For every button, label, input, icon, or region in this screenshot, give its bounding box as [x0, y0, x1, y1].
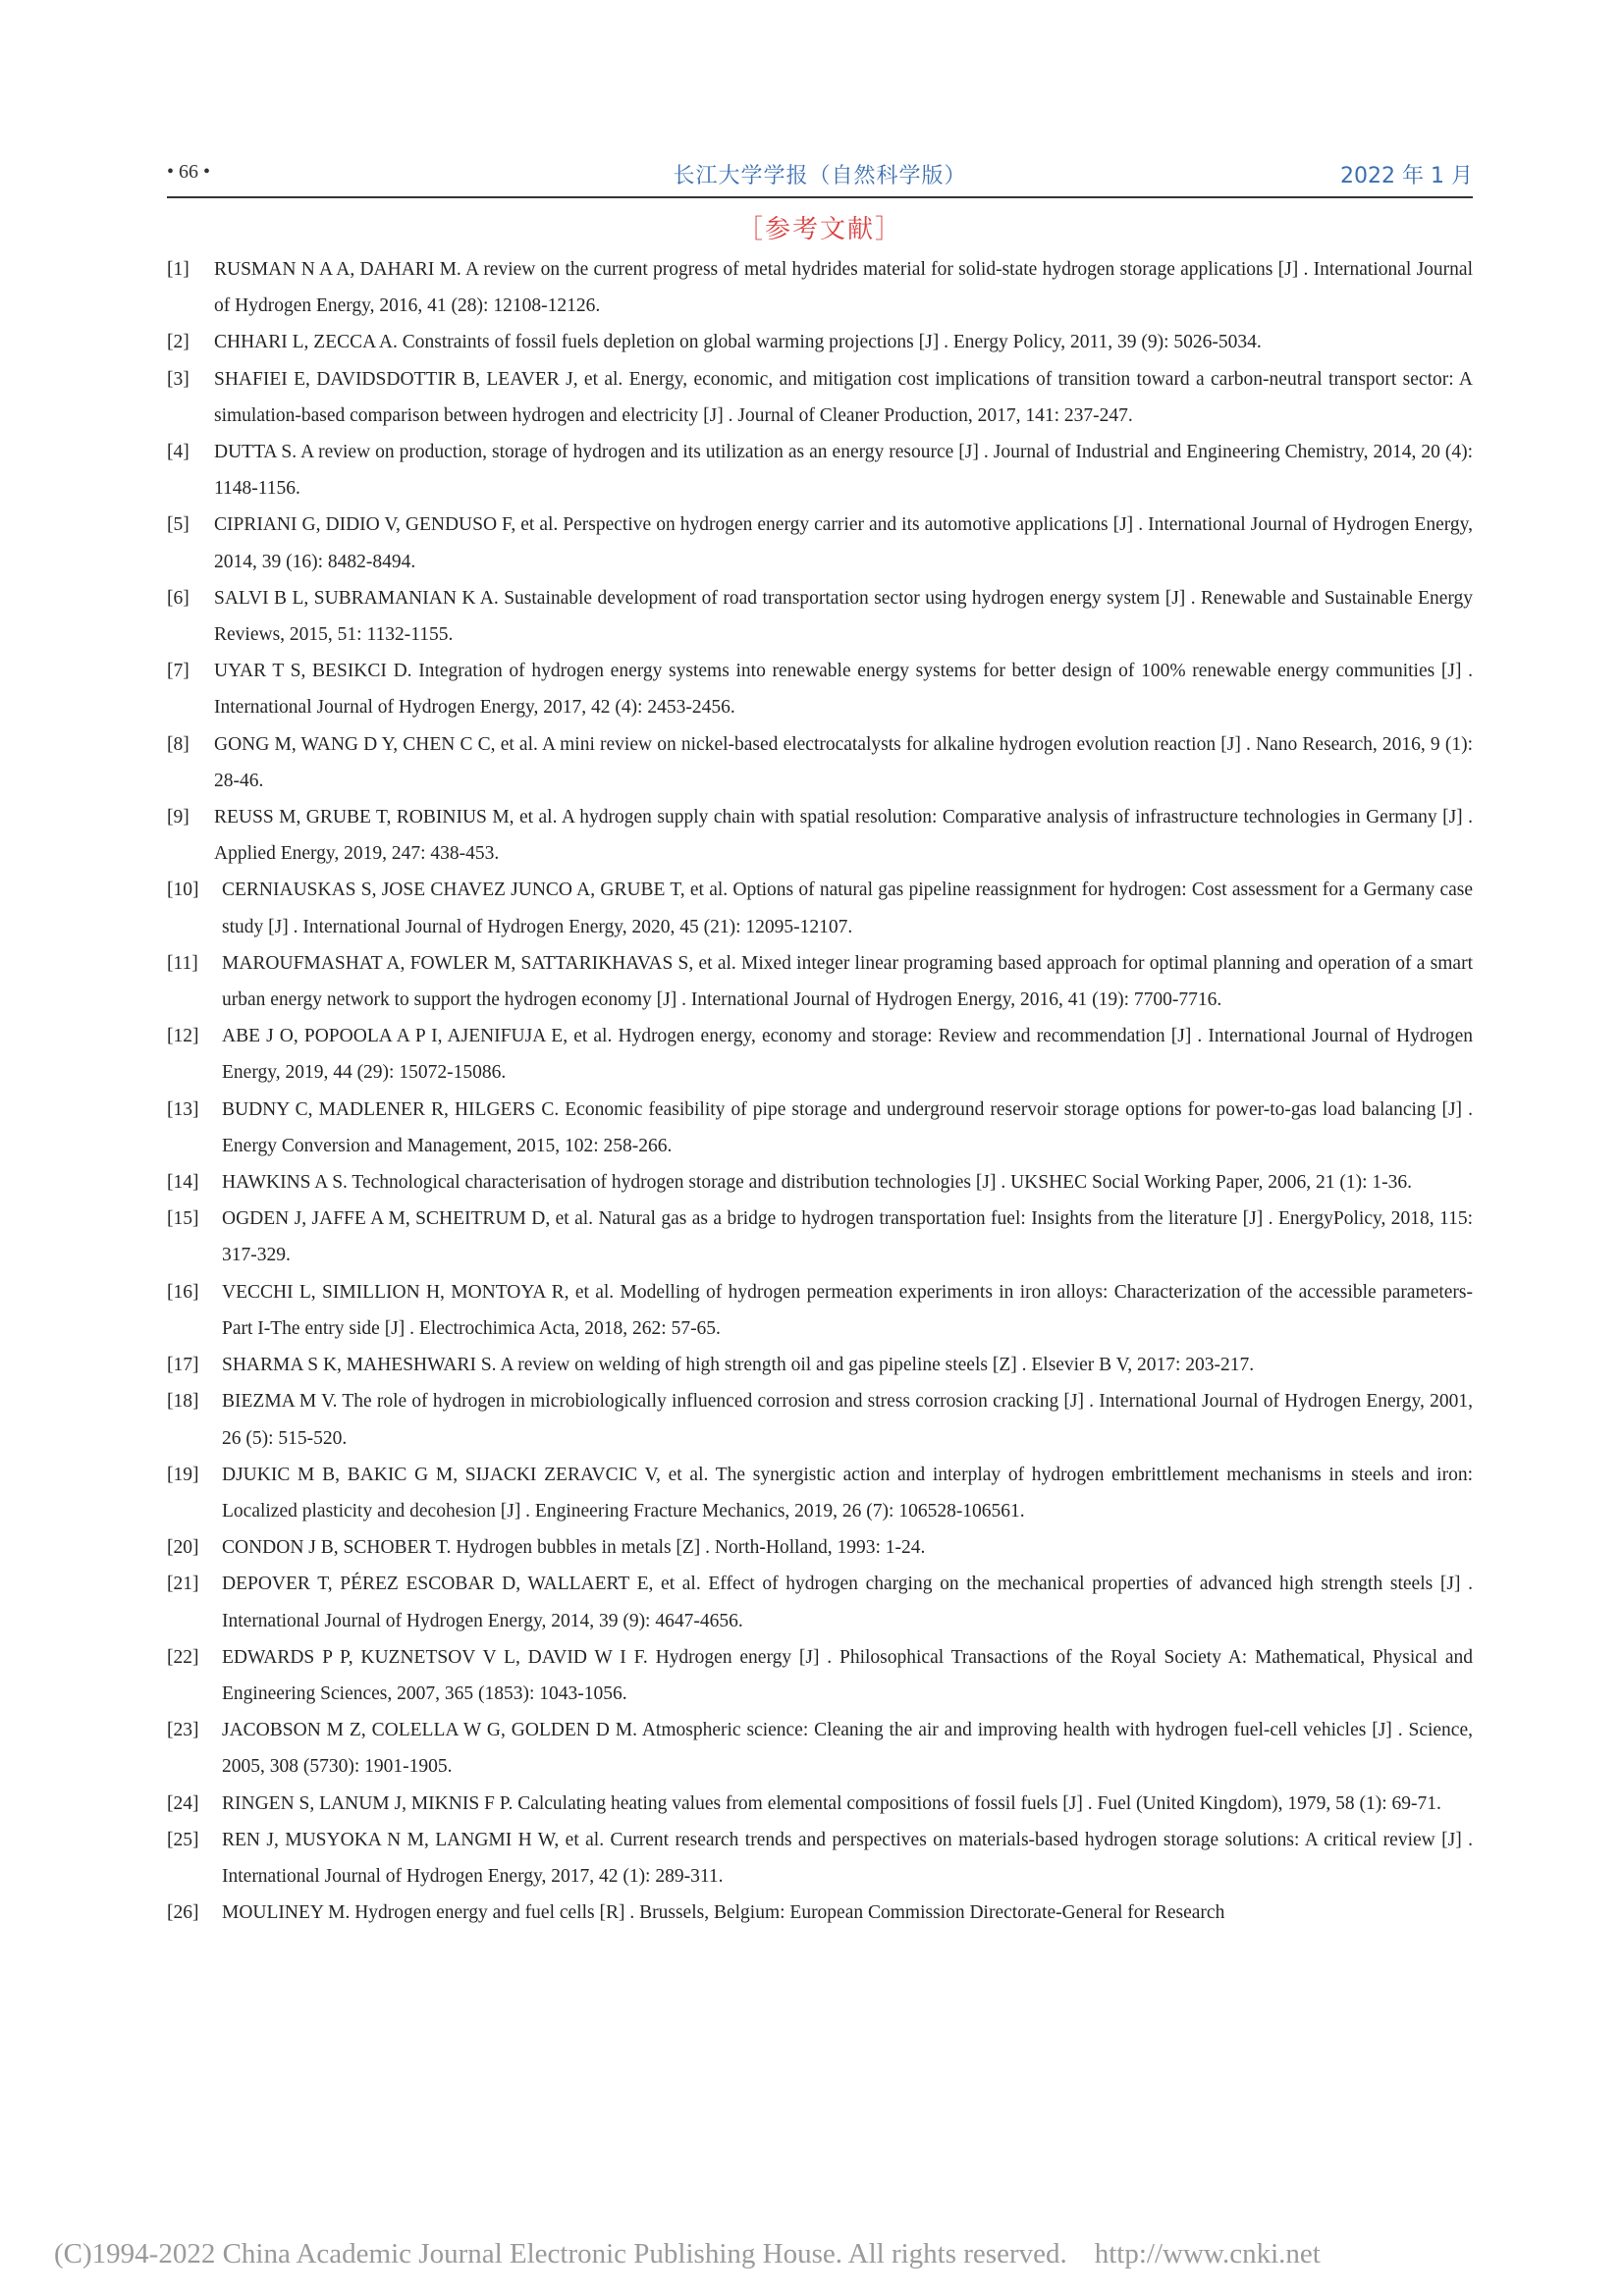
reference-text: REUSS M, GRUBE T, ROBINIUS M, et al. A hydrogen supply chain with spatial resolution: Comparative analysis of infrastructure technologies in Germany [J] . Applied Energy, 2019, 247: 438-453.	[214, 807, 1473, 865]
reference-number: [9]	[167, 807, 189, 828]
reference-item	[167, 361, 1473, 434]
references-heading: ［参考文献］	[736, 215, 902, 244]
reference-number: [17]	[167, 1355, 199, 1376]
reference-item	[167, 1164, 1473, 1201]
journal-title: 长江大学学报（自然科学版）	[673, 164, 967, 188]
reference-text: ABE J O, POPOOLA A P I, AJENIFUJA E, et al. Hydrogen energy, economy and storage: Review and recommendation [J] . International Journal of Hydrogen Energy, 2019, 44 (29): 15072-15086.	[222, 1026, 1473, 1084]
reference-text: OGDEN J, JAFFE A M, SCHEITRUM D, et al. Natural gas as a bridge to hydrogen transportation fuel: Insights from the literature [J] . EnergyPolicy, 2018, 115: 317-329.	[222, 1208, 1473, 1266]
reference-item	[167, 1822, 1473, 1895]
reference-item	[167, 1201, 1473, 1273]
reference-item	[167, 1092, 1473, 1164]
reference-text: MAROUFMASHAT A, FOWLER M, SATTARIKHAVAS S, et al. Mixed integer linear programing based approach for optimal planning and operation of a smart urban energy network to support the hydrogen economy [J] . International Journal of Hydrogen Energy, 2016, 41 (19): 7700-7716.	[222, 952, 1473, 1011]
reference-text: CHHARI L, ZECCA A. Constraints of fossil fuels depletion on global warming projections [J] . Energy Policy, 2011, 39 (9): 5026-5034.	[214, 332, 1262, 353]
reference-item	[167, 1274, 1473, 1347]
issue-date: 2022 年 1 月	[1340, 164, 1473, 188]
running-header	[167, 157, 1473, 198]
reference-number: [8]	[167, 733, 189, 755]
reference-number: [4]	[167, 442, 189, 463]
copyright-watermark	[54, 2238, 1321, 2270]
reference-item	[167, 1566, 1473, 1638]
reference-text: SHARMA S K, MAHESHWARI S. A review on welding of high strength oil and gas pipeline steels [Z] . Elsevier B V, 2017: 203-217.	[222, 1355, 1255, 1376]
reference-item	[167, 251, 1473, 324]
reference-text: RUSMAN N A A, DAHARI M. A review on the current progress of metal hydrides material for solid-state hydrogen storage applications [J] . International Journal of Hydrogen Energy, 2016, 41 (28): 12108-12126.	[214, 259, 1473, 317]
reference-text: SHAFIEI E, DAVIDSDOTTIR B, LEAVER J, et al. Energy, economic, and mitigation cost implications of transition toward a carbon-neutral transport sector: A simulation-based comparison between hydrogen and electricity [J] . Journal of Cleaner Production, 2017, 141: 237-247.	[214, 368, 1473, 426]
reference-text: EDWARDS P P, KUZNETSOV V L, DAVID W I F. Hydrogen energy [J] . Philosophical Transactions of the Royal Society A: Mathematical, Physical and Engineering Sciences, 2007, 365 (1853): 1043-1056.	[222, 1646, 1473, 1704]
reference-text: DUTTA S. A review on production, storage of hydrogen and its utilization as an energy resource [J] . Journal of Industrial and Engineering Chemistry, 2014, 20 (4): 1148-1156.	[214, 442, 1473, 500]
reference-number: [18]	[167, 1391, 199, 1413]
reference-text: CIPRIANI G, DIDIO V, GENDUSO F, et al. Perspective on hydrogen energy carrier and its automotive applications [J] . International Journal of Hydrogen Energy, 2014, 39 (16): 8482-8494.	[214, 514, 1473, 572]
page-number: • 66 •	[167, 161, 211, 183]
reference-number: [22]	[167, 1646, 199, 1668]
reference-item	[167, 945, 1473, 1018]
reference-number: [11]	[167, 952, 198, 974]
reference-text: VECCHI L, SIMILLION H, MONTOYA R, et al. Modelling of hydrogen permeation experiments in iron alloys: Characterization of the accessible parameters-Part I-The entry side [J] . Electrochimica Acta, 2018, 262: 57-65.	[222, 1281, 1473, 1339]
reference-item	[167, 507, 1473, 579]
reference-number: [1]	[167, 259, 189, 280]
reference-number: [3]	[167, 368, 189, 390]
reference-item	[167, 1457, 1473, 1529]
reference-item	[167, 1383, 1473, 1456]
reference-text: DEPOVER T, PÉREZ ESCOBAR D, WALLAERT E, et al. Effect of hydrogen charging on the mechanical properties of advanced high strength steels [J] . International Journal of Hydrogen Energy, 2014, 39 (9): 4647-4656.	[222, 1574, 1473, 1631]
reference-text: BIEZMA M V. The role of hydrogen in microbiologically influenced corrosion and stress corrosion cracking [J] . International Journal of Hydrogen Energy, 2001, 26 (5): 515-520.	[222, 1391, 1473, 1449]
reference-item	[167, 726, 1473, 799]
reference-number: [15]	[167, 1208, 199, 1230]
reference-text: GONG M, WANG D Y, CHEN C C, et al. A mini review on nickel-based electrocatalysts for alkaline hydrogen evolution reaction [J] . Nano Research, 2016, 9 (1): 28-46.	[214, 733, 1473, 791]
reference-item	[167, 1018, 1473, 1091]
copyright-text: (C)1994-2022 China Academic Journal Electronic Publishing House. All rights reserved.	[54, 2238, 1067, 2269]
reference-list	[167, 251, 1473, 1931]
reference-text: CERNIAUSKAS S, JOSE CHAVEZ JUNCO A, GRUBE T, et al. Options of natural gas pipeline reassignment for hydrogen: Cost assessment for a Germany case study [J] . International Journal of Hydrogen Energy, 2020, 45 (21): 12095-12107.	[222, 880, 1473, 937]
reference-item	[167, 872, 1473, 944]
reference-text: MOULINEY M. Hydrogen energy and fuel cells [R] . Brussels, Belgium: European Commission Directorate-General for Research	[222, 1902, 1225, 1924]
reference-number: [13]	[167, 1098, 199, 1120]
reference-text: RINGEN S, LANUM J, MIKNIS F P. Calculating heating values from elemental compositions of fossil fuels [J] . Fuel (United Kingdom), 1979, 58 (1): 69-71.	[222, 1792, 1441, 1814]
reference-number: [10]	[167, 880, 199, 901]
reference-item	[167, 1529, 1473, 1566]
reference-item	[167, 653, 1473, 725]
reference-number: [24]	[167, 1792, 199, 1814]
reference-text: HAWKINS A S. Technological characterisation of hydrogen storage and distribution technologies [J] . UKSHEC Social Working Paper, 2006, 21 (1): 1-36.	[222, 1172, 1412, 1194]
reference-text: CONDON J B, SCHOBER T. Hydrogen bubbles in metals [Z] . North-Holland, 1993: 1-24.	[222, 1537, 926, 1559]
reference-number: [7]	[167, 661, 189, 682]
reference-number: [5]	[167, 514, 189, 536]
cnki-url: http://www.cnki.net	[1094, 2238, 1321, 2269]
reference-item	[167, 324, 1473, 360]
reference-number: [20]	[167, 1537, 199, 1559]
reference-text: BUDNY C, MADLENER R, HILGERS C. Economic feasibility of pipe storage and underground reservoir storage options for power-to-gas load balancing [J] . Energy Conversion and Management, 2015, 102: 258-266.	[222, 1098, 1473, 1156]
reference-number: [26]	[167, 1902, 199, 1924]
reference-text: REN J, MUSYOKA N M, LANGMI H W, et al. Current research trends and perspectives on materials-based hydrogen storage solutions: A critical review [J] . International Journal of Hydrogen Energy, 2017, 42 (1): 289-311.	[222, 1829, 1473, 1887]
reference-number: [14]	[167, 1172, 199, 1194]
reference-item	[167, 434, 1473, 507]
reference-text: JACOBSON M Z, COLELLA W G, GOLDEN D M. Atmospheric science: Cleaning the air and improving health with hydrogen fuel-cell vehicles [J] . Science, 2005, 308 (5730): 1901-1905.	[222, 1720, 1473, 1778]
reference-item	[167, 1639, 1473, 1712]
reference-item	[167, 580, 1473, 653]
reference-number: [2]	[167, 332, 189, 353]
reference-text: DJUKIC M B, BAKIC G M, SIJACKI ZERAVCIC V, et al. The synergistic action and interplay of hydrogen embrittlement mechanisms in steels and iron: Localized plasticity and decohesion [J] . Engineering Fracture Mechanics, 2019, 26 (7): 106528-106561.	[222, 1464, 1473, 1522]
reference-number: [12]	[167, 1026, 199, 1047]
reference-number: [6]	[167, 587, 189, 609]
reference-number: [19]	[167, 1464, 199, 1485]
reference-number: [16]	[167, 1281, 199, 1303]
reference-text: SALVI B L, SUBRAMANIAN K A. Sustainable development of road transportation sector using hydrogen energy system [J] . Renewable and Sustainable Energy Reviews, 2015, 51: 1132-1155.	[214, 587, 1473, 646]
reference-number: [23]	[167, 1720, 199, 1741]
reference-number: [21]	[167, 1574, 199, 1595]
reference-item	[167, 1786, 1473, 1822]
reference-text: UYAR T S, BESIKCI D. Integration of hydrogen energy systems into renewable energy systems for better design of 100% renewable energy communities [J] . International Journal of Hydrogen Energy, 2017, 42 (4): 2453-2456.	[214, 661, 1473, 719]
reference-item	[167, 1895, 1473, 1931]
reference-item	[167, 1712, 1473, 1785]
reference-item	[167, 799, 1473, 872]
reference-number: [25]	[167, 1829, 199, 1850]
reference-item	[167, 1347, 1473, 1383]
